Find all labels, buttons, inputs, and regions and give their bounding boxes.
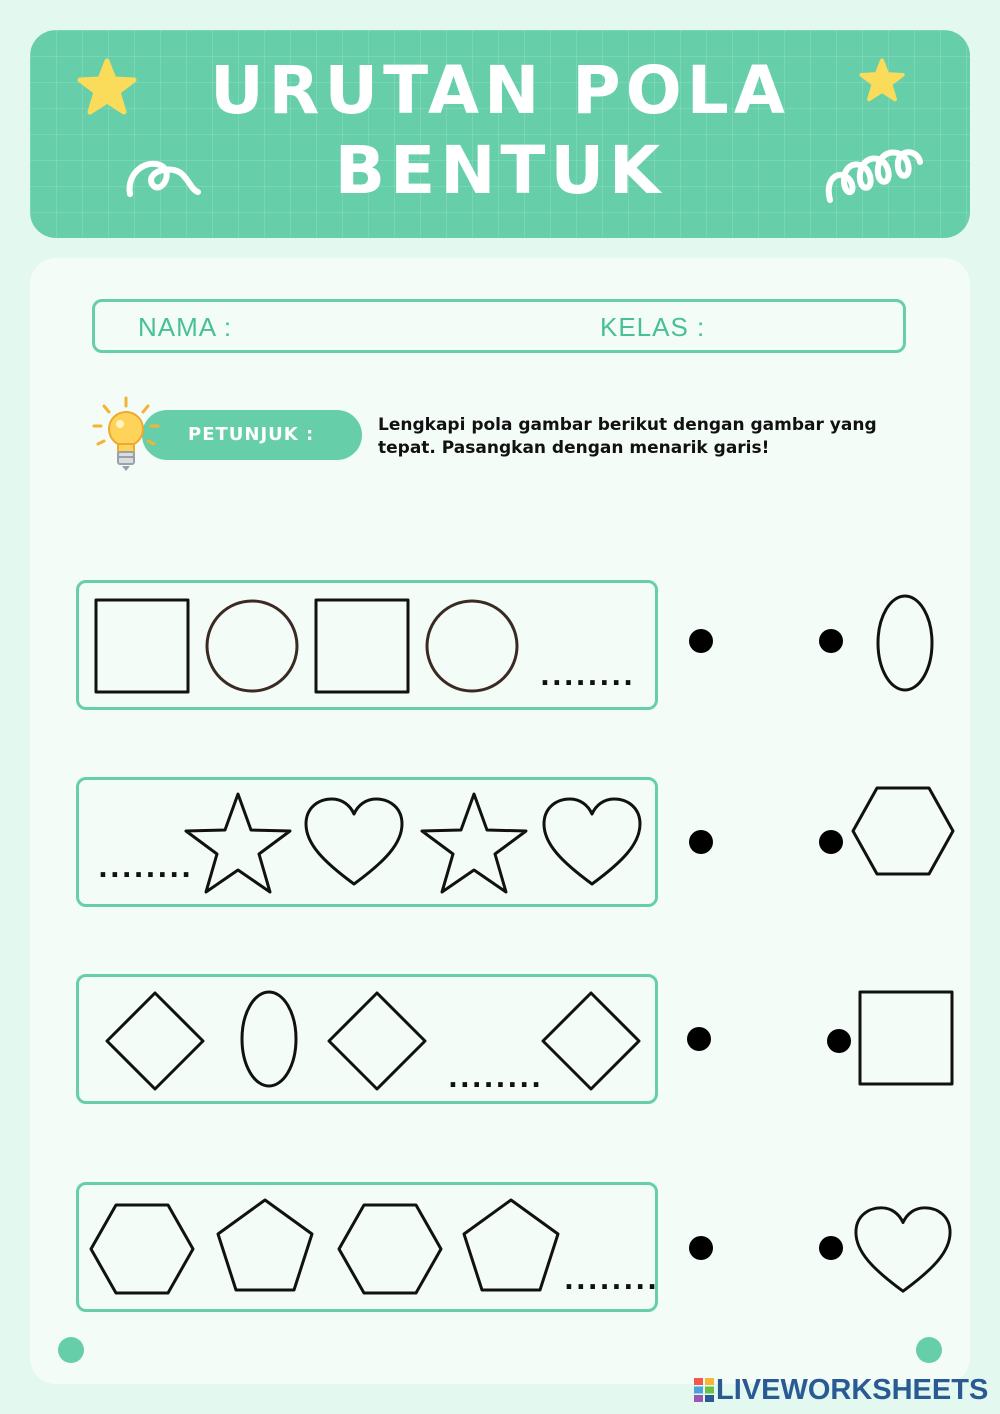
- pentagon-shape: [214, 1196, 316, 1294]
- name-label: NAMA :: [138, 312, 233, 342]
- square-shape: [314, 598, 410, 694]
- title-line-2: BENTUK: [334, 132, 666, 209]
- match-dot-left[interactable]: [686, 1026, 712, 1052]
- blank-placeholder: ........: [564, 1266, 660, 1296]
- hexagon-shape: [850, 785, 956, 877]
- diamond-shape: [326, 990, 428, 1092]
- diamond-shape: [540, 990, 642, 1092]
- decor-dot: [916, 1337, 942, 1363]
- star-icon: [858, 58, 906, 104]
- match-dot-right[interactable]: [826, 1028, 852, 1054]
- circle-shape: [424, 598, 520, 694]
- star-icon: [76, 58, 138, 118]
- hexagon-shape: [88, 1202, 196, 1296]
- blank-placeholder: ........: [448, 1064, 544, 1094]
- blank-placeholder: ........: [540, 662, 636, 692]
- oval-shape: [238, 988, 300, 1090]
- match-dot-left[interactable]: [688, 1235, 714, 1261]
- match-dot-left[interactable]: [688, 829, 714, 855]
- heart-shape: [540, 796, 644, 888]
- lightbulb-icon: [90, 396, 162, 474]
- hexagon-shape: [336, 1202, 444, 1296]
- diamond-shape: [104, 990, 206, 1092]
- match-dot-right[interactable]: [818, 628, 844, 654]
- title-line-1: URUTAN POLA: [210, 52, 790, 129]
- heart-shape: [852, 1204, 954, 1296]
- match-dot-right[interactable]: [818, 1235, 844, 1261]
- liveworksheets-logo-icon: [694, 1378, 714, 1402]
- liveworksheets-brand[interactable]: LIVEWORKSHEETS: [716, 1374, 989, 1406]
- square-shape: [858, 990, 954, 1086]
- circle-shape: [204, 598, 300, 694]
- decor-dot: [58, 1337, 84, 1363]
- match-dot-right[interactable]: [818, 829, 844, 855]
- squiggle-icon: [822, 140, 926, 210]
- instruction-line-2: tepat. Pasangkan dengan menarik garis!: [378, 438, 770, 458]
- squiggle-icon: [122, 150, 202, 206]
- match-dot-left[interactable]: [688, 628, 714, 654]
- blank-placeholder: ........: [98, 854, 194, 884]
- instruction-line-1: Lengkapi pola gambar berikut dengan gambar yang: [378, 415, 877, 435]
- instruction-badge-label: PETUNJUK :: [188, 424, 315, 445]
- star-shape: [418, 790, 530, 898]
- class-label: KELAS :: [600, 312, 706, 342]
- heart-shape: [302, 796, 406, 888]
- oval-shape: [874, 592, 936, 694]
- star-shape: [182, 790, 294, 898]
- square-shape: [94, 598, 190, 694]
- pentagon-shape: [460, 1196, 562, 1294]
